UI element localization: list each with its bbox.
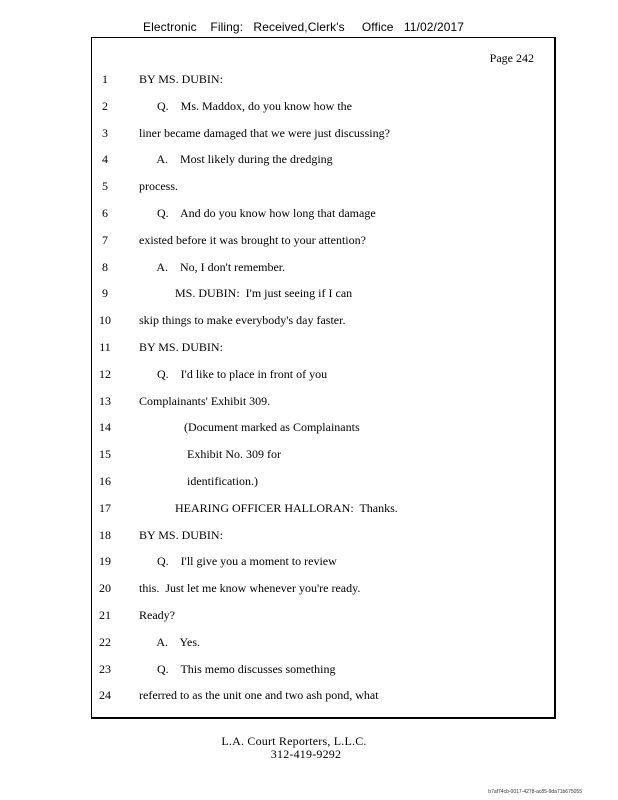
transcript-line [0,284,618,302]
line-text: Ready? [139,608,175,622]
line-number: 5 [102,179,108,194]
line-number: 12 [99,366,111,381]
line-number: 3 [102,125,108,140]
transcript-line [0,499,618,517]
transcript-line [0,552,618,570]
transcript-line [0,204,618,222]
transcript-line [0,633,618,651]
line-number: 18 [99,527,111,542]
transcript-line [0,177,618,195]
line-text: skip things to make everybody's day faster. [139,313,346,328]
transcript-line [0,579,618,597]
line-number: 19 [99,554,111,569]
line-text: Complainants' Exhibit 309. [139,393,271,408]
transcript-line [0,311,618,329]
line-number: 2 [102,98,108,113]
line-text: this. Just let me know whenever you're ready. [139,581,361,596]
line-text: Exhibit No. 309 for [139,447,281,462]
line-number: 6 [102,206,108,220]
line-text: (Document marked as Complainants [139,420,360,435]
line-text: A. No, I don't remember. [139,259,286,274]
transcript-line [0,418,618,436]
court-reporter-phone: 312-419-9292 [270,747,342,761]
line-text: HEARING OFFICER HALLORAN: Thanks. [139,500,398,515]
line-number: 17 [99,500,111,515]
transcript-line [0,660,618,678]
line-text: existed before it was brought to your attention? [139,232,366,247]
line-text: process. [139,179,178,194]
line-number: 22 [99,634,111,649]
line-text: referred to as the unit one and two ash pond, what [139,688,379,703]
transcript-line [0,97,618,115]
transcript-line [0,606,618,624]
transcript-line [0,150,618,168]
line-number: 14 [99,420,111,435]
line-text: Q. And do you know how long that damage [139,206,376,220]
line-text: BY MS. DUBIN: [139,527,223,542]
line-text: MS. DUBIN: I'm just seeing if I can [139,286,353,301]
transcript-line [0,124,618,142]
line-text: A. Most likely during the dredging [139,152,333,167]
line-number: 4 [102,152,108,167]
line-number: 9 [102,286,108,301]
line-number: 20 [99,581,111,596]
transcript-line [0,686,618,704]
transcript-line [0,258,618,276]
page-number: Page 242 [489,51,534,65]
line-text: BY MS. DUBIN: [139,340,223,354]
line-text: Q. I'd like to place in front of you [139,366,328,381]
transcript-line [0,392,618,410]
transcript-line [0,231,618,249]
line-text: Q. I'll give you a moment to review [139,554,337,569]
line-number: 11 [99,340,111,354]
court-reporter-name: L.A. Court Reporters, L.L.C. [221,734,367,748]
line-number: 23 [99,661,111,676]
line-text: BY MS. DUBIN: [139,72,223,86]
filing-stamp: Electronic Filing: Received,Clerk's Office 11/02/2017 [143,20,465,34]
line-number: 10 [99,313,111,328]
line-text: A. Yes. [139,634,201,649]
line-number: 13 [99,393,111,408]
line-number: 15 [99,447,111,462]
transcript-line [0,338,618,356]
line-number: 16 [99,474,111,488]
transcript-line [0,526,618,544]
transcript-line [0,365,618,383]
transcript-line [0,70,618,88]
line-number: 1 [102,72,108,86]
transcript-line [0,472,618,490]
line-text: identification.) [139,474,258,488]
line-text: Q. Ms. Maddox, do you know how the [139,98,352,113]
line-number: 7 [102,232,108,247]
document-id: b7af74cb-0017-4278-ac85-9da71b675055 [488,789,582,795]
line-number: 24 [99,688,111,703]
line-text: liner became damaged that we were just discussing? [139,125,390,140]
line-number: 8 [102,259,108,274]
line-text: Q. This memo discusses something [139,661,336,676]
transcript-line [0,445,618,463]
line-number: 21 [99,608,111,622]
